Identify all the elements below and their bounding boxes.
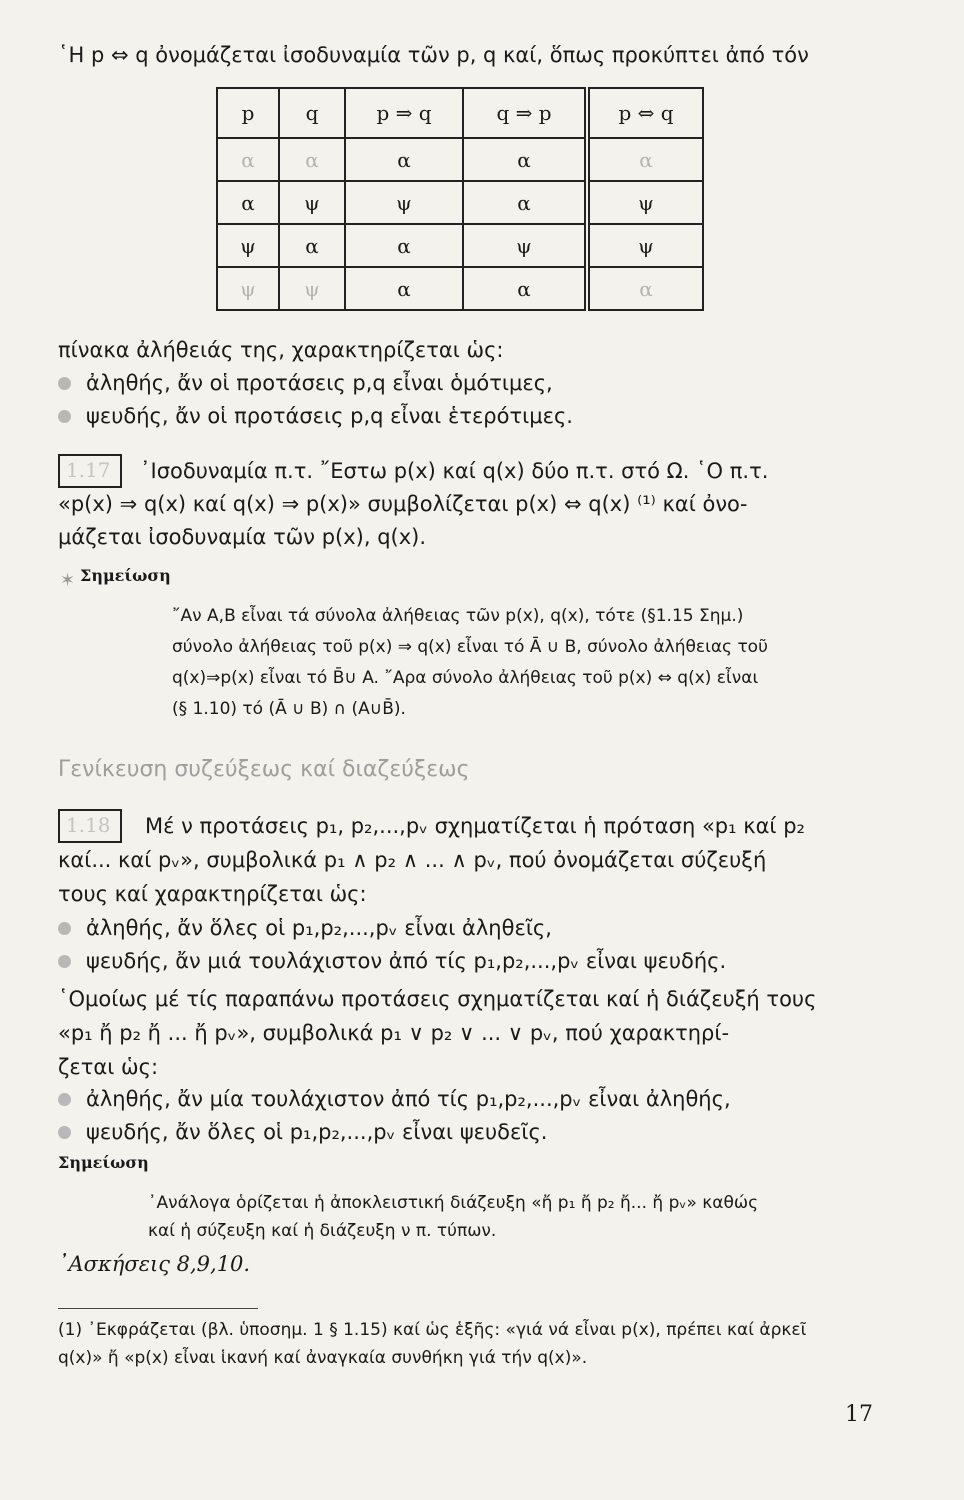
table-cell: ψ [345, 181, 463, 224]
disjunction-line: ῾Ομοίως μέ τίς παραπάνω προτάσεις σχηματίζεται καί ἡ διάζευξή τους [58, 987, 817, 1011]
header-p-iff-q: p ⇔ q [587, 88, 703, 138]
after-table-line: πίνακα ἀλήθειάς της, χαρακτηρίζεται ὡς: [58, 338, 504, 362]
table-cell: ψ [217, 224, 279, 267]
bullet-dot [58, 1093, 71, 1106]
table-cell: ψ [279, 267, 345, 310]
bullet-text: ψευδής, ἄν μιά τουλάχιστον ἀπό τίς p₁,p₂,...,pᵥ εἶναι ψευδής. [86, 949, 727, 973]
note-1-line: (§ 1.10) τό (Ā ∪ B) ∩ (A∪B̄). [172, 699, 406, 719]
table-cell: α [587, 138, 703, 181]
table-cell: α [279, 224, 345, 267]
table-cell: ψ [463, 224, 587, 267]
header-q-implies-p: q ⇒ p [463, 88, 587, 138]
section-number-box [58, 454, 122, 488]
disjunction-line: «p₁ ἤ p₂ ἤ ... ἤ pᵥ», συμβολικά p₁ ∨ p₂ ∨ ... ∨ pᵥ, πού χαρακτηρί- [58, 1021, 730, 1045]
table-cell: α [279, 138, 345, 181]
table-cell: α [463, 267, 587, 310]
definition-118-line: Μέ ν προτάσεις p₁, p₂,...,pᵥ σχηματίζεται ἡ πρόταση «p₁ καί p₂ [145, 814, 805, 838]
definition-118-line: καί... καί pᵥ», συμβολικά p₁ ∧ p₂ ∧ ... ∧ pᵥ, πού ὀνομάζεται σύζευξή [58, 848, 767, 872]
truth-table-equivalence [216, 87, 704, 311]
definition-117-line: «p(x) ⇒ q(x) καί q(x) ⇒ p(x)» συμβολίζεται p(x) ⇔ q(x) ⁽¹⁾ καί ὀνο- [58, 492, 748, 516]
bullet-text: ἀληθής, ἄν οἱ προτάσεις p,q εἶναι ὁμότιμες, [86, 371, 553, 395]
note-1-line: ῎Αν Α,Β εἶναι τά σύνολα ἀλήθειας τῶν p(x), q(x), τότε (§1.15 Σημ.) [172, 606, 744, 626]
table-cell: ψ [217, 267, 279, 310]
section-number-box [58, 809, 122, 843]
table-row [217, 267, 703, 310]
table-cell: ψ [279, 181, 345, 224]
header-q: q [279, 88, 345, 138]
star-icon: ✶ [60, 570, 76, 591]
bullet-text: ἀληθής, ἄν ὅλες οἱ p₁,p₂,...,pᵥ εἶναι ἀληθεῖς, [86, 916, 552, 940]
definition-117-line: μάζεται ἰσοδυναμία τῶν p(x), q(x). [58, 525, 427, 549]
intro-line: ῾Η p ⇔ q ὀνομάζεται ἰσοδυναμία τῶν p, q καί, ὅπως προκύπτει ἀπό τόν [58, 43, 809, 67]
table-cell: α [587, 267, 703, 310]
table-cell: α [463, 181, 587, 224]
bullet-dot [58, 377, 71, 390]
table-cell: α [217, 181, 279, 224]
footnote-line: q(x)» ἤ «p(x) εἶναι ἱκανή καί ἀναγκαία συνθήκη γιά τήν q(x)». [58, 1348, 588, 1368]
table-row [217, 181, 703, 224]
header-p-implies-q: p ⇒ q [345, 88, 463, 138]
bullet-text: ἀληθής, ἄν μία τουλάχιστον ἀπό τίς p₁,p₂,...,pᵥ εἶναι ἀληθής, [86, 1087, 731, 1111]
note-2-line: καί ἡ σύζευξη καί ἡ διάζευξη ν π. τύπων. [148, 1221, 497, 1241]
table-cell: α [345, 138, 463, 181]
note-1-line: σύνολο ἀλήθειας τοῦ p(x) ⇒ q(x) εἶναι τό Ā ∪ B, σύνολο ἀλήθειας τοῦ [172, 637, 768, 657]
page-number: 17 [845, 1402, 873, 1427]
table-cell: α [345, 267, 463, 310]
table-cell: ψ [587, 224, 703, 267]
bullet-dot [58, 955, 71, 968]
section-number: 1.17 [66, 458, 111, 482]
note-label: Σημείωση [80, 566, 171, 585]
note-label: Σημείωση [58, 1153, 149, 1172]
table-header-row [217, 88, 703, 138]
table-row [217, 138, 703, 181]
table-cell: α [217, 138, 279, 181]
footnote-divider [58, 1308, 258, 1309]
table-cell: α [345, 224, 463, 267]
disjunction-line: ζεται ὡς: [58, 1055, 159, 1079]
table-row [217, 224, 703, 267]
bullet-text: ψευδής, ἄν οἱ προτάσεις p,q εἶναι ἑτερότιμες. [86, 404, 573, 428]
section-number: 1.18 [66, 813, 111, 837]
definition-118-line: τους καί χαρακτηρίζεται ὡς: [58, 882, 367, 906]
header-p: p [217, 88, 279, 138]
bullet-dot [58, 410, 71, 423]
exercises-reference: ᾿Ασκήσεις 8,9,10. [58, 1252, 251, 1276]
section-heading: Γενίκευση συζεύξεως καί διαζεύξεως [58, 757, 470, 782]
note-2-line: ᾿Ανάλογα ὁρίζεται ἡ ἀποκλειστική διάζευξη «ἤ p₁ ἤ p₂ ἤ... ἤ pᵥ» καθώς [148, 1193, 759, 1213]
table-cell: α [463, 138, 587, 181]
definition-117-line: ᾿Ισοδυναμία π.τ. ῎Εστω p(x) καί q(x) δύο π.τ. στό Ω. ῾Ο π.τ. [140, 459, 769, 483]
bullet-text: ψευδής, ἄν ὅλες οἱ p₁,p₂,...,pᵥ εἶναι ψευδεῖς. [86, 1120, 548, 1144]
table-cell: ψ [587, 181, 703, 224]
footnote-line: (1) ᾿Εκφράζεται (βλ. ὑποσημ. 1 § 1.15) καί ὡς ἑξῆς: «γιά νά εἶναι p(x), πρέπει καί ἀρκεῖ [58, 1320, 807, 1340]
note-1-line: q(x)⇒p(x) εἶναι τό B̄∪ A. ῎Αρα σύνολο ἀλήθειας τοῦ p(x) ⇔ q(x) εἶναι [172, 668, 759, 688]
bullet-dot [58, 1126, 71, 1139]
bullet-dot [58, 922, 71, 935]
